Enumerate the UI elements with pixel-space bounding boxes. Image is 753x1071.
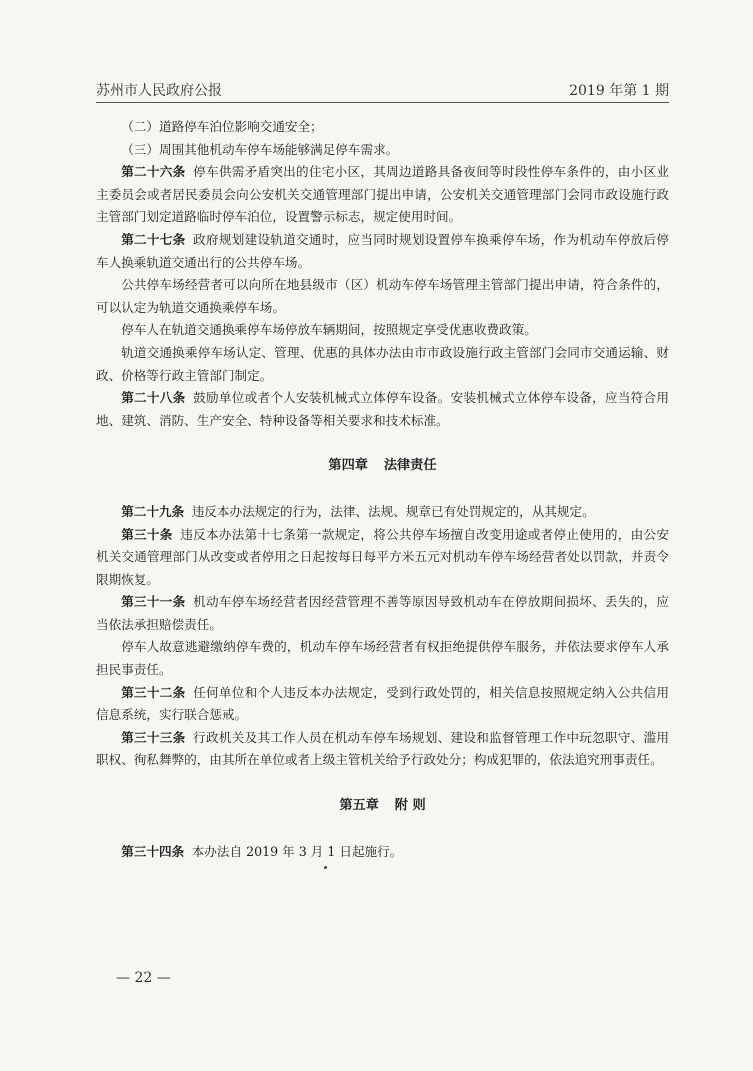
- article-paragraph: [96, 727, 669, 772]
- paragraph-text: （三）周围其他机动车停车场能够满足停车需求。: [121, 141, 399, 157]
- paragraph-text: （二）道路停车泊位影响交通安全；: [121, 119, 323, 134]
- paragraph-text: 违反本办法规定的行为，法律、法规、规章已有处罚规定的，从其规定。: [191, 503, 595, 519]
- paragraph-text: 公共停车场经营者可以向所在地县级市（区）机动车停车场管理主管部门提出申请，符合条件的，可以认定为轨道交通换乘停车场。: [96, 277, 669, 315]
- publication-title: 苏州市人民政府公报: [96, 83, 222, 99]
- chapter-4-heading: [96, 455, 669, 478]
- chapter-number: 第五章: [339, 798, 379, 814]
- issue-number: 2019 年第 1 期: [569, 83, 669, 99]
- paragraph-text: 停车人在轨道交通换乘停车场停放车辆期间，按照规定享受优惠收费政策。: [121, 322, 537, 338]
- chapter-number: 第四章: [328, 458, 368, 474]
- section-ch5: [96, 841, 669, 864]
- paragraph-text: 机动车停车场经营者因经营管理不善等原因导致机动车在停放期间损坏、丢失的，应当依法承担赔偿责任。: [96, 594, 670, 632]
- article-number: 第三十一条: [121, 594, 186, 610]
- article-paragraph: [96, 501, 669, 524]
- header-rule: [96, 102, 669, 103]
- paragraph: [96, 342, 669, 387]
- page-header: [96, 80, 669, 102]
- article-number: 第二十八条: [121, 390, 186, 406]
- paragraph-text: 本办法自 2019 年 3 月 1 日起施行。: [191, 843, 403, 859]
- paragraph: [96, 116, 669, 139]
- paragraph-text: 违反本办法第十七条第一款规定，将公共停车场擅自改变用途或者停止使用的，由公安机关交通管理部门从改变或者停用之日起按每日每平方米五元对机动车停车场经营者处以罚款，并责令限期恢复。: [96, 526, 670, 587]
- article-paragraph: [96, 591, 669, 636]
- paragraph: [96, 636, 669, 681]
- scan-speck: [324, 866, 327, 869]
- article-number: 第二十九条: [121, 503, 185, 519]
- paragraph-text: 行政机关及其工作人员在机动车停车场规划、建设和监督管理工作中玩忽职守、滥用职权、徇私舞弊的，由其所在单位或者上级主管机关给予行政处分；构成犯罪的，依法追究刑事责任。: [96, 729, 670, 768]
- paragraph-text: 鼓励单位或者个人安装机械式立体停车设备。安装机械式立体停车设备，应当符合用地、建筑、消防、生产安全、特种设备等相关要求和技术标准。: [96, 390, 670, 428]
- paragraph: [96, 139, 669, 162]
- article-number: 第三十四条: [121, 843, 185, 859]
- paragraph-text: 政府规划建设轨道交通时，应当同时规划设置停车换乘停车场，作为机动车停放后停车人换乘轨道交通出行的公共停车场。: [96, 231, 670, 270]
- page-number: — 22 —: [116, 970, 171, 986]
- section-ch4: [96, 501, 669, 772]
- article-paragraph: [96, 524, 669, 592]
- paragraph-text: 轨道交通换乘停车场认定、管理、优惠的具体办法由市市政设施行政主管部门会同市交通运输、财政、价格等行政主管部门制定。: [96, 344, 669, 383]
- article-number: 第二十六条: [121, 164, 186, 180]
- paragraph-text: 停车供需矛盾突出的住宅小区，其周边道路具备夜间等时段性停车条件的，由小区业主委员会或者居民委员会向公安机关交通管理部门提出申请，公安机关交通管理部门会同市政设施行政主管部门划定道路临时停车泊位，设置警示标志，规定使用时间。: [96, 164, 670, 225]
- article-paragraph: [96, 682, 669, 727]
- article-number: 第二十七条: [121, 231, 186, 247]
- chapter-title: 附 则: [394, 798, 426, 814]
- paragraph: [96, 274, 669, 319]
- document-body: [96, 116, 669, 863]
- article-number: 第三十三条: [121, 729, 186, 745]
- section-before-ch4: [96, 116, 669, 432]
- paragraph: [96, 319, 669, 342]
- article-number: 第三十二条: [121, 684, 186, 700]
- article-number: 第三十条: [121, 526, 173, 542]
- article-paragraph: [96, 229, 669, 274]
- chapter-title: 法律责任: [383, 458, 437, 474]
- article-paragraph: [96, 387, 669, 432]
- article-paragraph: [96, 161, 669, 229]
- article-paragraph: [96, 841, 669, 864]
- paragraph-text: 停车人故意逃避缴纳停车费的，机动车停车场经营者有权拒绝提供停车服务，并依法要求停车人承担民事责任。: [96, 639, 669, 678]
- chapter-5-heading: [96, 795, 669, 818]
- paragraph-text: 任何单位和个人违反本办法规定，受到行政处罚的，相关信息按照规定纳入公共信用信息系统，实行联合惩戒。: [96, 684, 670, 723]
